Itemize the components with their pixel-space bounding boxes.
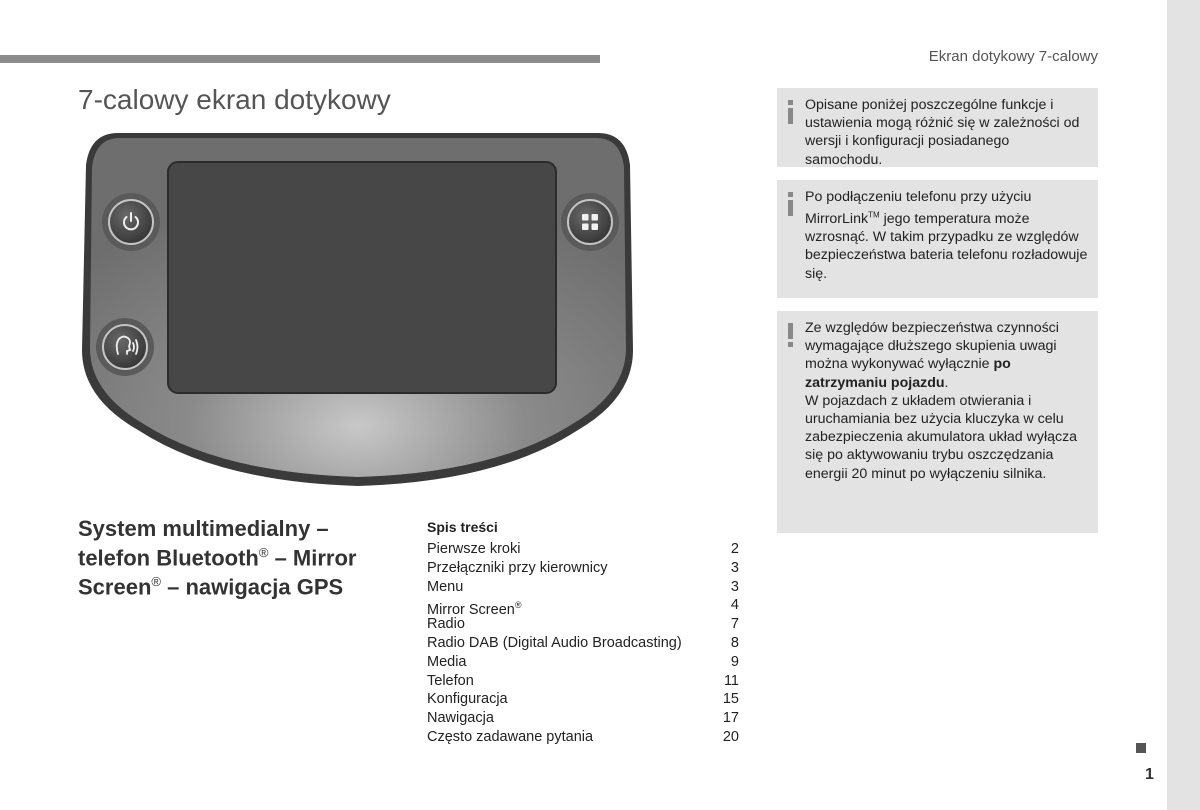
product-subtitle (78, 517, 408, 600)
note-text: Ze względów bezpieczeństwa czynności wymagające dłuższego skupienia uwagi można wykonywać wyłącznie po zatrzymaniu pojazdu. (805, 320, 1059, 391)
toc-item[interactable] (427, 709, 739, 728)
toc-item[interactable] (427, 690, 739, 709)
toc-item[interactable] (427, 540, 739, 559)
toc-item-page: 9 (730, 653, 739, 670)
toc-item-page: 2 (730, 541, 739, 557)
toc-item-label: Mirror Screen® (427, 600, 522, 619)
toc-item-label: Nawigacja (427, 710, 494, 727)
toc-item-label: Pierwsze kroki (427, 541, 521, 557)
toc-item[interactable] (427, 634, 739, 653)
subtitle-line-2: telefon Bluetooth® – Mirror (78, 545, 357, 571)
toc-item-label: Menu (427, 578, 464, 595)
toc-item[interactable] (427, 728, 739, 747)
toc-item-page: 15 (722, 691, 739, 708)
toc-item-page: 7 (730, 616, 739, 633)
warning-icon (787, 323, 794, 347)
page-title: 7-calowy ekran dotykowy (78, 84, 391, 115)
toc-item-page: 20 (722, 728, 739, 745)
toc-item-label: Przełączniki przy kierownicy (427, 559, 608, 576)
note-text-continued: W pojazdach z układem otwierania i uruchamiania bez użycia kluczyka w celu zabezpieczenia akumulatora układ wyłącza się po aktywowaniu trybu oszczędzania energii 20 minut po wyłączeniu silnika. (805, 392, 1078, 482)
power-button (102, 193, 160, 251)
info-note-mirrorlink (777, 180, 1098, 298)
toc-item-label: Radio DAB (Digital Audio Broadcasting) (427, 634, 682, 651)
voice-command-button (96, 318, 154, 376)
toc-item-page: 8 (730, 634, 739, 651)
note-text: Opisane poniżej poszczególne funkcje i ustawienia mogą różnić się w zależności od wersji i konfiguracji posiadanego samochodu. (805, 97, 1080, 168)
header-rule (0, 55, 600, 63)
info-icon (787, 192, 794, 216)
toc-item-page: 3 (730, 559, 739, 576)
warning-note-safety (777, 311, 1098, 533)
table-of-contents (427, 540, 739, 747)
toc-item-label: Konfiguracja (427, 691, 508, 708)
subtitle-line-1: System multimedialny – (78, 516, 329, 541)
note-text: Po podłączeniu telefonu przy użyciu MirrorLink™ jego temperatura może wzrosnąć. W takim przypadku ze względów bezpieczeństwa bateria telefonu rozładowuje się. (805, 189, 1088, 282)
touchscreen-device-illustration (78, 130, 638, 490)
toc-item-label: Media (427, 653, 467, 670)
toc-item[interactable] (427, 672, 739, 691)
toc-item-label: Telefon (427, 672, 474, 689)
toc-item-page: 11 (723, 672, 739, 689)
side-tab-strip (1167, 0, 1200, 810)
toc-item-label: Często zadawane pytania (427, 728, 594, 745)
page-number: 1 (1145, 766, 1154, 783)
toc-item[interactable] (427, 559, 739, 578)
apps-button (561, 193, 619, 251)
toc-item[interactable] (427, 596, 739, 619)
display-screen (168, 162, 556, 393)
subtitle-line-3: Screen® – nawigacja GPS (78, 574, 344, 600)
toc-item-page: 17 (722, 710, 739, 727)
toc-item[interactable] (427, 578, 739, 597)
toc-item[interactable] (427, 653, 739, 672)
section-title: Ekran dotykowy 7-calowy (928, 48, 1098, 65)
toc-heading: Spis treści (427, 519, 498, 535)
toc-item-label: Radio (427, 616, 465, 633)
info-icon (787, 100, 794, 124)
toc-item-page: 4 (730, 597, 739, 614)
info-note-versions (777, 88, 1098, 167)
toc-item-page: 3 (730, 578, 739, 595)
page-marker-square (1136, 743, 1146, 753)
